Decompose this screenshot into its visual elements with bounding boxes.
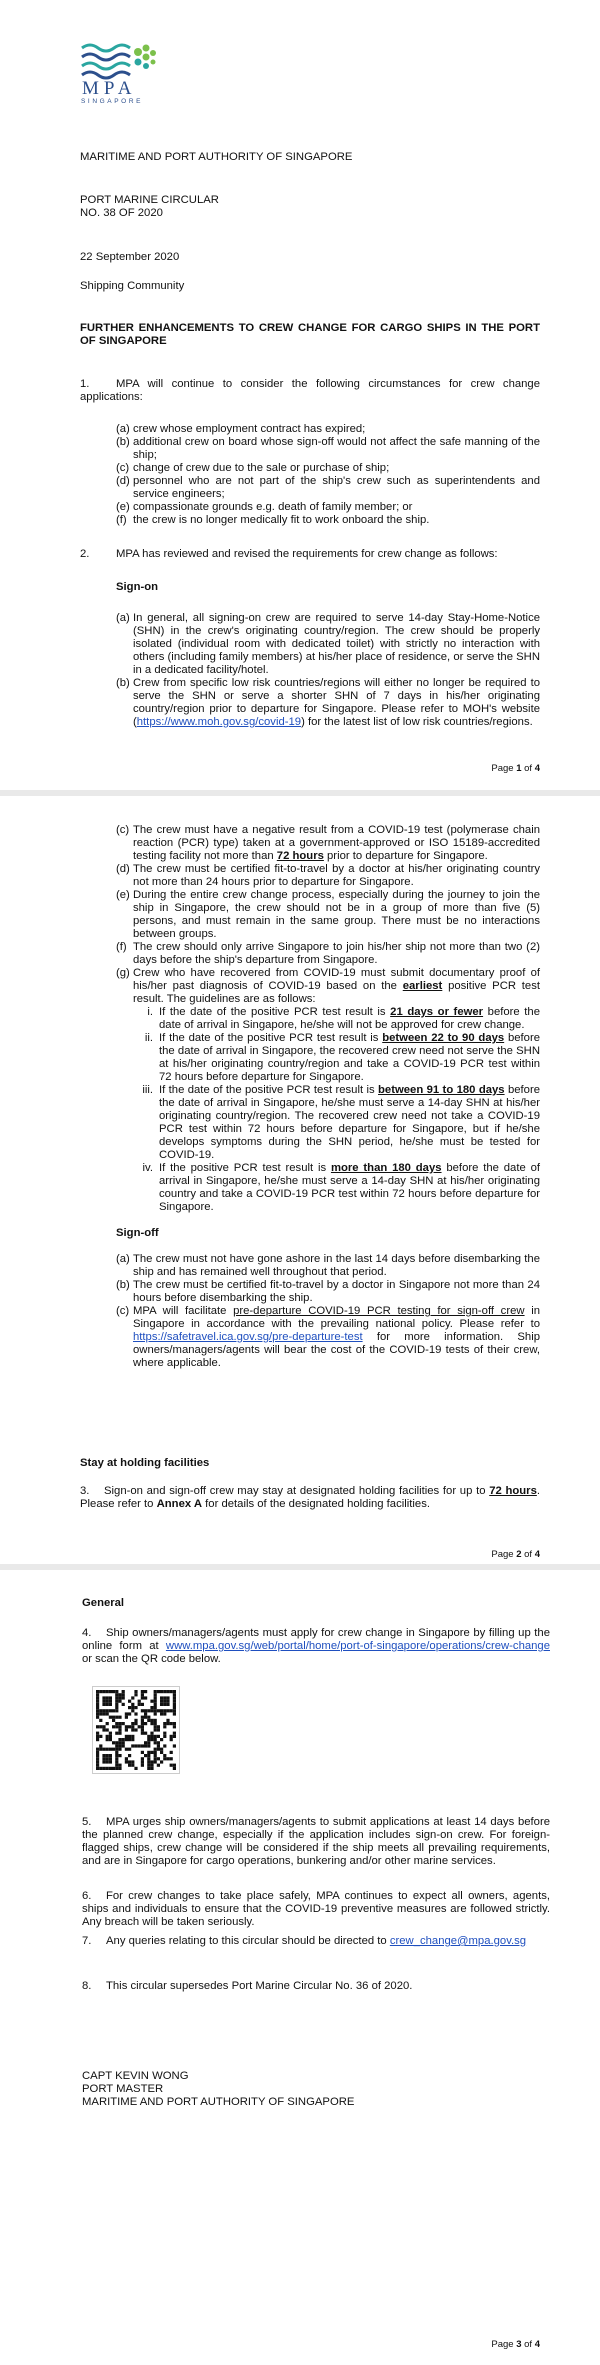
paragraph-3: 3. Sign-on and sign-off crew may stay at designated holding facilities for up to 72 hours. Please refer to Annex A for details of the designated holding facilities.: [80, 1485, 540, 1510]
list-marker: (f): [116, 514, 127, 526]
holding-heading: Stay at holding facilities: [80, 1457, 210, 1469]
crew-change-form-link[interactable]: www.mpa.gov.sg/web/portal/home/port-of-singapore/operations/crew-change: [165, 1640, 550, 1652]
crew-change-email-link[interactable]: crew_change@mpa.gov.sg: [389, 1935, 527, 1947]
list-item: [116, 423, 540, 436]
guideline-item: [133, 1006, 540, 1032]
circular-date: 22 September 2020: [80, 251, 180, 263]
guideline-marker: i.: [147, 1006, 153, 1018]
sign-on-item-b: (b) Crew from specific low risk countries/regions will either no longer be required to serve the SHN or serve a shorter SHN of 7 days in his/her originating country/region prior to departure for Singapore. Please refer to MOH's website (https://www.moh.gov.sg/covid-19) for the latest list of low risk countries/regions.: [116, 677, 540, 728]
qr-code-icon: [93, 1687, 179, 1773]
guideline-marker: iii.: [142, 1084, 153, 1096]
guideline-text: If the date of the positive PCR test result is 21 days or fewer before the date of arrival in Singapore, he/she will not be approved for crew change.: [159, 1006, 540, 1031]
page-1: [0, 0, 600, 790]
sign-on-item-a: (a) In general, all signing-on crew are required to serve 14-day Stay-Home-Notice (SHN) in the crew's originating country/region. The crew should be properly isolated (individual room with dedicated toilet) with strictly no interaction with others (including family members) at his/her place of residence, or serve the SHN in a dedicated facility/hotel.: [116, 612, 540, 676]
general-heading: General: [82, 1597, 125, 1609]
org-name: MARITIME AND PORT AUTHORITY OF SINGAPORE: [80, 151, 353, 163]
sign-on-item-g: (g) Crew who have recovered from COVID-19 must submit documentary proof of his/her past diagnosis of COVID-19 based on the earliest positive PCR test result. The guidelines are as follows:: [116, 967, 540, 1005]
paragraph-5: 5. MPA urges ship owners/managers/agents to submit applications at least 14 days before the planned crew change, especially if the application includes sign-on crew. For foreign-flagged ships, crew change will be considered if the ship meets all prevailing requirements, and are in Singapore for cargo operations, bunkering and/or other marine services.: [82, 1816, 550, 1867]
safetravel-link[interactable]: https://safetravel.ica.gov.sg/pre-departure-test: [133, 1331, 363, 1343]
list-item: [116, 514, 540, 527]
list-item: [116, 475, 540, 501]
audience: Shipping Community: [80, 280, 185, 292]
guideline-text: If the date of the positive PCR test result is between 22 to 90 days before the date of arrival in Singapore, the recovered crew need not serve the SHN at his/her originating country/region and take a COVID-19 PCR test within 72 hours before departure for Singapore.: [159, 1032, 541, 1083]
list-marker: (b): [116, 436, 130, 448]
page-2: [0, 796, 600, 1564]
list-text: crew whose employment contract has expired;: [133, 423, 366, 435]
para-number: 1.: [80, 378, 90, 390]
mpa-waves-icon: [80, 40, 158, 80]
guideline-item: [133, 1032, 540, 1084]
page-number-1: Page 1 of 4: [491, 763, 540, 774]
list-text: change of crew due to the sale or purchase of ship;: [133, 462, 390, 474]
sign-off-item-b: (b) The crew must be certified fit-to-travel by a doctor in Singapore not more than 24 hours before disembarking the ship.: [116, 1279, 540, 1304]
circular-number: NO. 38 OF 2020: [80, 207, 163, 219]
sign-off-heading: Sign-off: [116, 1227, 159, 1239]
paragraph-4: 4. Ship owners/managers/agents must apply for crew change in Singapore by filling up the online form at www.mpa.gov.sg/web/portal/home/port-of-singapore/operations/crew-change or scan the QR code below.: [82, 1627, 550, 1665]
guideline-marker: iv.: [142, 1162, 153, 1174]
page-number-2: Page 2 of 4: [491, 1549, 540, 1560]
page-number-3: Page 3 of 4: [491, 2339, 540, 2350]
list-text: the crew is no longer medically fit to work onboard the ship.: [133, 514, 430, 526]
qr-code[interactable]: [92, 1686, 180, 1774]
circular-label: PORT MARINE CIRCULAR: [80, 194, 219, 206]
sign-on-item-d: (d) The crew must be certified fit-to-travel by a doctor at his/her originating country not more than 24 hours prior to departure for Singapore.: [116, 863, 540, 888]
recovered-crew-guidelines: [133, 1006, 540, 1214]
mpa-logo: [80, 40, 158, 108]
list-marker: (e): [116, 501, 130, 513]
para-number: 2.: [80, 548, 90, 560]
guideline-item: [133, 1162, 540, 1214]
list-text: additional crew on board whose sign-off would not affect the safe manning of the ship;: [133, 436, 540, 461]
paragraph-6: 6. For crew changes to take place safely, MPA continues to expect all owners, agents, ships and individuals to ensure that the COVID-19 preventive measures are followed strictly. Any breach will be taken seriously.: [82, 1890, 550, 1928]
sign-off-item-c: (c) MPA will facilitate pre-departure COVID-19 PCR testing for sign-off crew in Singapore in accordance with the prevailing national policy. Please refer to https://safetravel.ica.gov.sg/pre-departure-test for more information. Ship owners/managers/agents will bear the cost of the COVID-19 tests of their crew, where applicable.: [116, 1305, 540, 1369]
page-3: [0, 1570, 600, 2365]
circular-title: FURTHER ENHANCEMENTS TO CREW CHANGE FOR CARGO SHIPS IN THE PORT OF SINGAPORE: [80, 322, 540, 347]
list-text: personnel who are not part of the ship's crew such as superintendents and service engineers;: [133, 475, 540, 500]
moh-link[interactable]: https://www.moh.gov.sg/covid-19: [136, 716, 302, 728]
signatory-name: CAPT KEVIN WONG: [82, 2070, 189, 2082]
list-item: [116, 501, 540, 514]
signature-block: [82, 2070, 354, 2109]
circumstances-list: [116, 423, 540, 527]
logo-subtext: SINGAPORE: [81, 98, 144, 105]
guideline-item: [133, 1084, 540, 1162]
list-item: [116, 462, 540, 475]
para-text: MPA has reviewed and revised the requirements for crew change as follows:: [116, 548, 498, 560]
paragraph-2: [80, 548, 540, 729]
signatory-org: MARITIME AND PORT AUTHORITY OF SINGAPORE: [82, 2096, 355, 2108]
para-text: MPA will continue to consider the following circumstances for crew change applications:: [80, 378, 540, 403]
list-item: [116, 436, 540, 462]
list-marker: (c): [116, 462, 130, 474]
paragraph-8: 8. This circular supersedes Port Marine Circular No. 36 of 2020.: [82, 1980, 413, 1992]
signatory-title: PORT MASTER: [82, 2083, 164, 2095]
paragraph-7: 7. Any queries relating to this circular should be directed to crew_change@mpa.gov.sg: [82, 1935, 527, 1947]
sign-on-item-f: (f) The crew should only arrive Singapore to join his/her ship not more than two (2) days before the ship's departure from Singapore.: [116, 941, 540, 966]
guideline-marker: ii.: [144, 1032, 153, 1044]
logo-text: MPA: [82, 78, 137, 99]
guideline-text: If the positive PCR test result is more than 180 days before the date of arrival in Singapore, he/she must serve a 14-day SHN at his/her originating country and take a COVID-19 PCR test within 72 hours before departure for Singapore.: [159, 1162, 541, 1213]
sign-on-continued: [116, 824, 540, 1370]
list-marker: (a): [116, 423, 130, 435]
paragraph-1: [80, 378, 540, 527]
list-marker: (d): [116, 475, 130, 487]
guideline-text: If the date of the positive PCR test result is between 91 to 180 days before the date of arrival in Singapore, he/she must serve a 14-day SHN at his/her originating country/region. The recovered crew need not take a COVID-19 PCR test within 72 hours before departure for Singapore, but if he/she develops symptoms during the SHN period, he/she must be tested for COVID-19.: [159, 1084, 540, 1161]
list-text: compassionate grounds e.g. death of family member; or: [133, 501, 413, 513]
sign-on-item-c: (c) The crew must have a negative result from a COVID-19 test (polymerase chain reaction (PCR) type) taken at a government-approved or ISO 15189-accredited testing facility not more than 72 hours prior to departure for Singapore.: [116, 824, 540, 862]
sign-on-heading: Sign-on: [116, 581, 159, 593]
sign-off-item-a: (a) The crew must not have gone ashore in the last 14 days before disembarking the ship and has remained well throughout that period.: [116, 1253, 540, 1278]
sign-on-item-e: (e) During the entire crew change process, especially during the journey to join the ship in Singapore, the crew should not be in a group of more than five (5) persons, and must remain in the same group. There must be no interactions between groups.: [116, 889, 540, 940]
